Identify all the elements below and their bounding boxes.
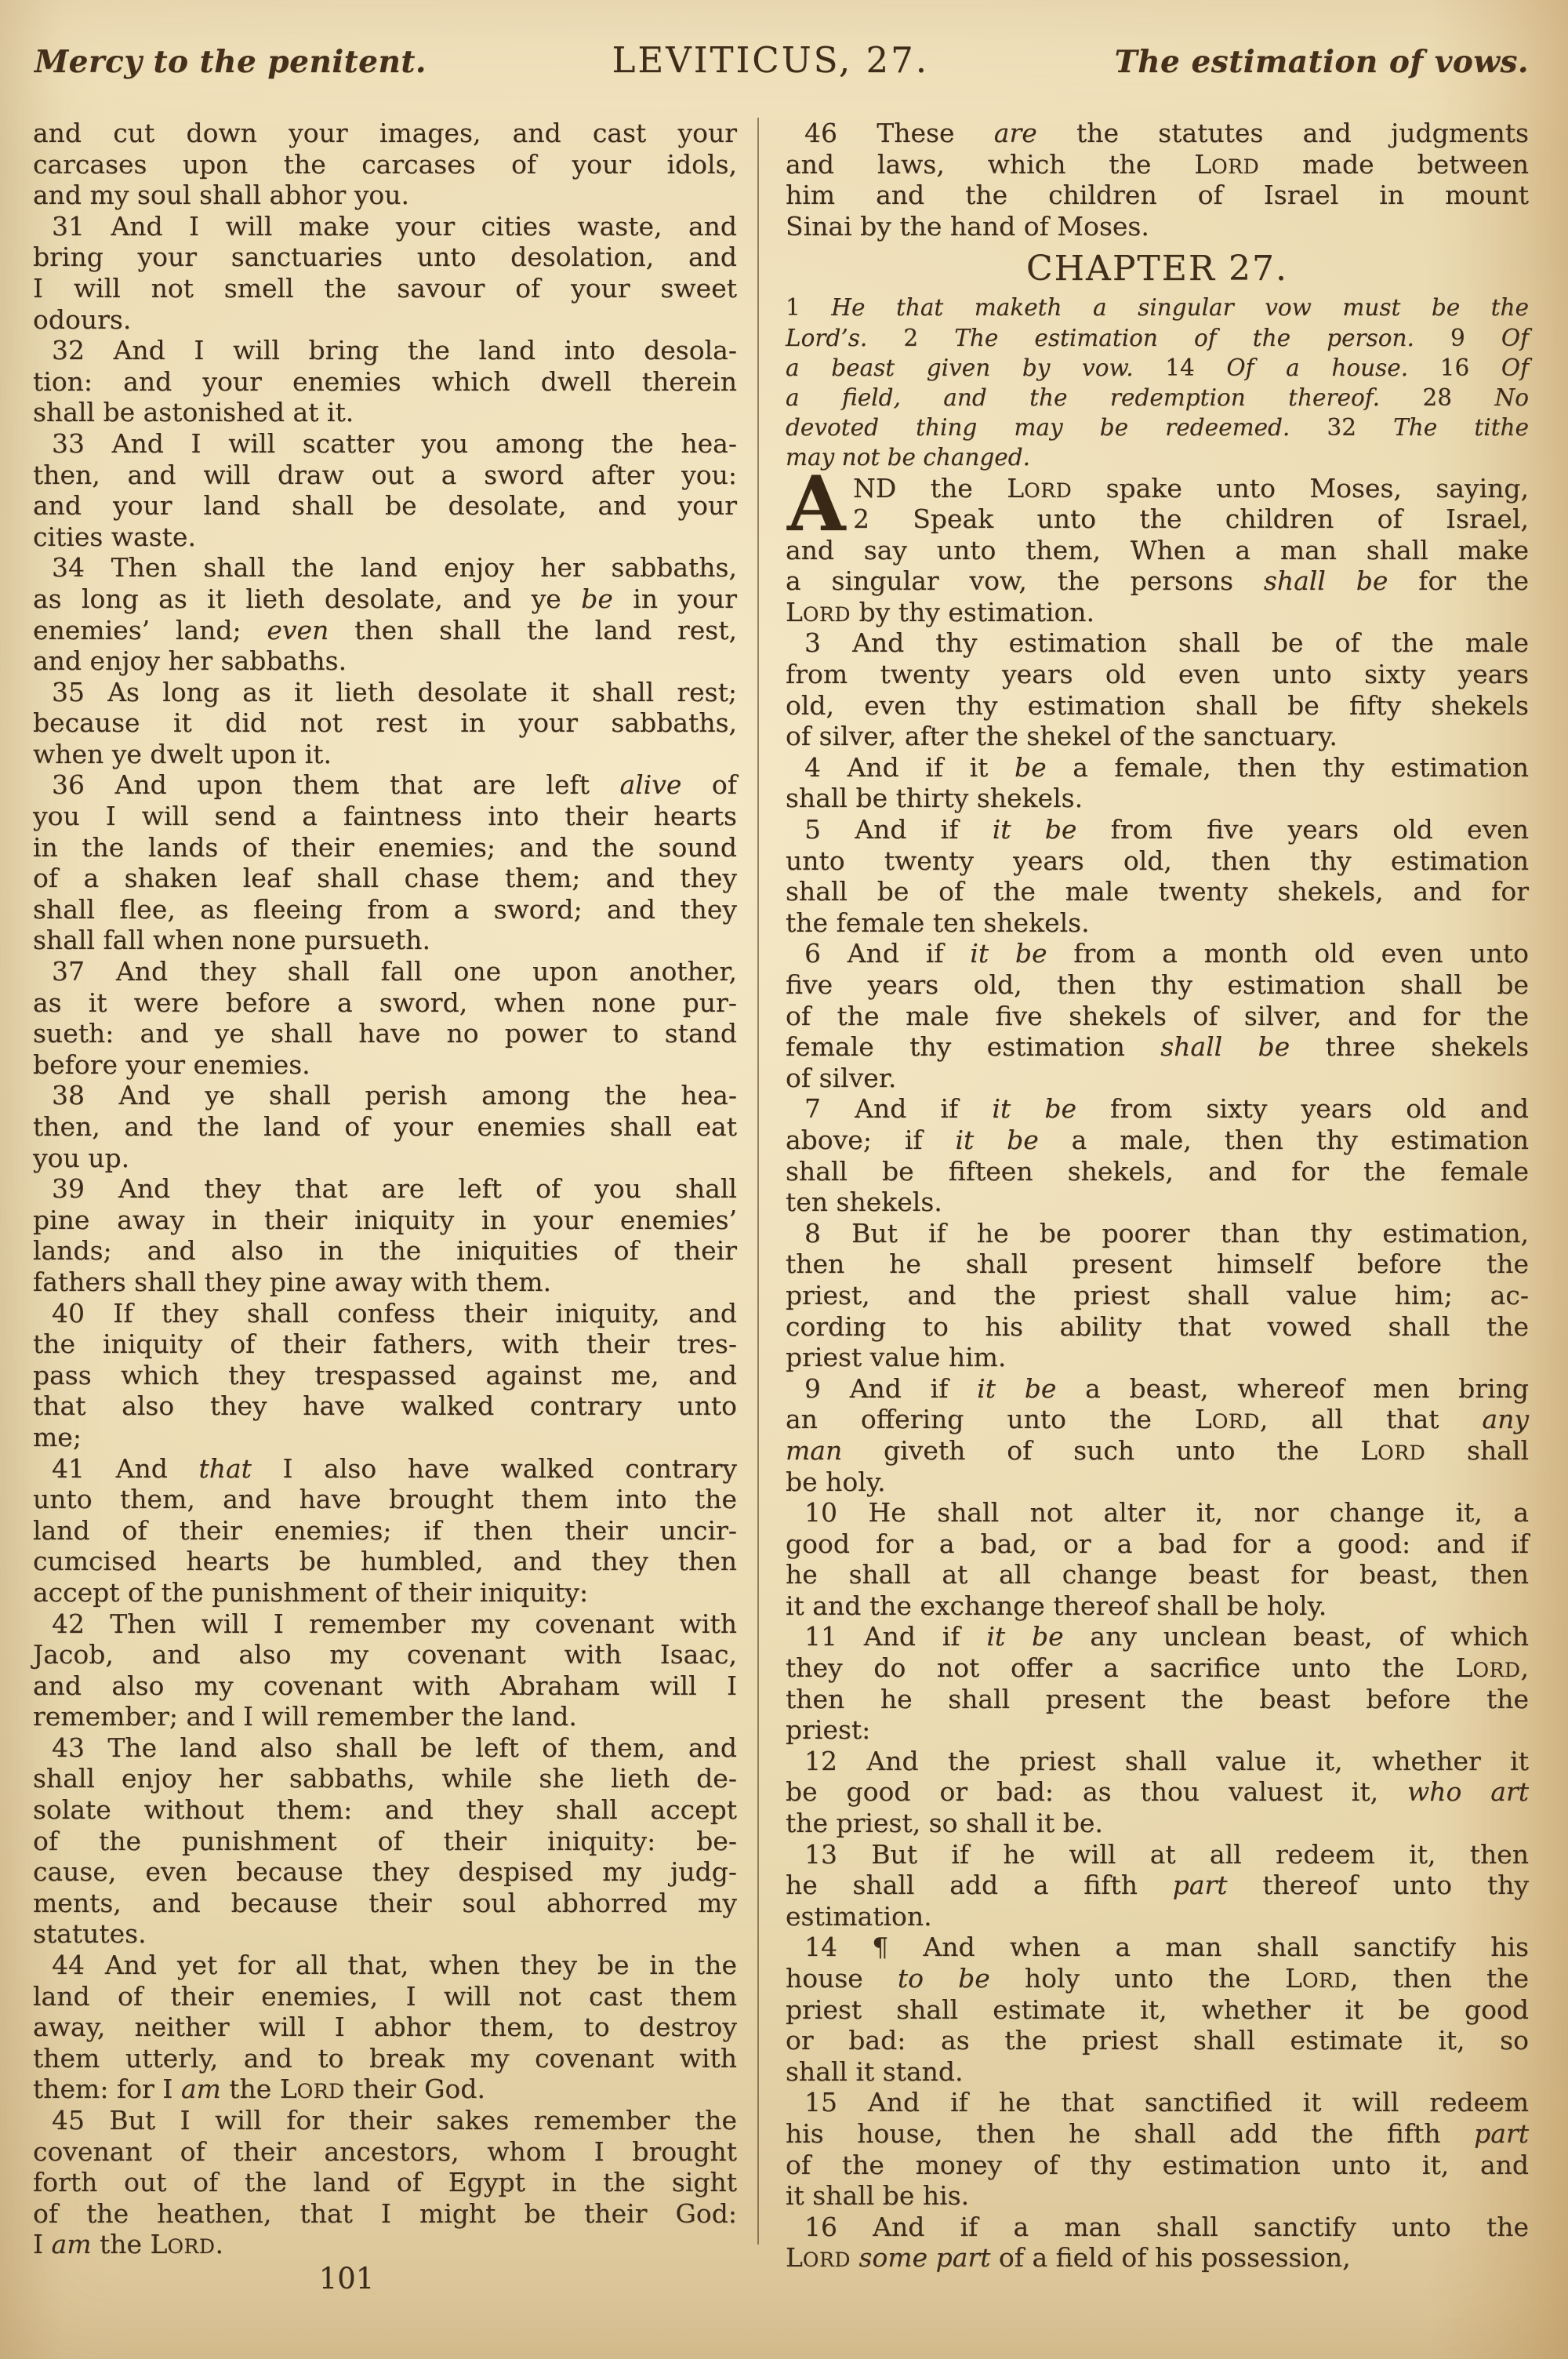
text-line: Jacob, and also my covenant with Isaac, bbox=[33, 1639, 737, 1670]
text-line: shall be thirty shekels. bbox=[786, 783, 1083, 814]
text-line: 40 If they shall confess their iniquity, and bbox=[52, 1297, 737, 1329]
text-line: a field, and the redemption thereof. 28 No bbox=[786, 383, 1529, 411]
text-line: 15 And if he that sanctified it will redeem bbox=[804, 2087, 1529, 2118]
chapter-summary bbox=[786, 293, 1529, 472]
text-line: 7 And if it be from sixty years old and bbox=[804, 1093, 1529, 1125]
text-line: 44 And yet for all that, when they be in the bbox=[52, 1950, 737, 1981]
small-caps-lord: ORD bbox=[802, 2248, 851, 2272]
small-caps-lord: ORD bbox=[167, 2235, 216, 2259]
text-line: and my soul shall abhor you. bbox=[33, 180, 409, 211]
text-line: the priest, so shall it be. bbox=[786, 1808, 1103, 1839]
text-line: shall enjoy her sabbaths, while she lieth de- bbox=[33, 1763, 737, 1794]
text-line: fathers shall they pine away with them. bbox=[33, 1266, 552, 1297]
text-line: priest shall estimate it, whether it be good bbox=[786, 1994, 1529, 2025]
text-line: man giveth of such unto the LORD shall bbox=[786, 1434, 1529, 1466]
text-line: 31 And I will make your cities waste, and bbox=[52, 210, 737, 242]
text-line: 5 And if it be from five years old even bbox=[804, 814, 1529, 845]
text-line: ments, and because their soul abhorred my bbox=[33, 1887, 737, 1918]
text-line: 36 And upon them that are left alive of bbox=[52, 769, 737, 801]
chapter-heading: CHAPTER 27. bbox=[1026, 249, 1288, 289]
text-line: I will not smell the savour of your sweet bbox=[33, 272, 737, 304]
text-line: he shall at all change beast for beast, then bbox=[786, 1559, 1529, 1590]
text-line: Lord’s. 2 The estimation of the person. 9 Of bbox=[786, 324, 1529, 351]
text-line: then he shall present the beast before the bbox=[786, 1683, 1529, 1714]
text-line: away, neither will I abhor them, to destroy bbox=[33, 2012, 737, 2043]
text-line: lands; and also in the iniquities of their bbox=[33, 1235, 737, 1267]
text-line: then, and will draw out a sword after you: bbox=[33, 459, 737, 490]
text-line: 4 And if it be a female, then thy estimation bbox=[804, 751, 1530, 783]
text-line: the female ten shekels. bbox=[786, 907, 1090, 938]
text-line: 34 Then shall the land enjoy her sabbaths, bbox=[52, 552, 737, 583]
text-line: and laws, which the LORD made between bbox=[786, 148, 1529, 180]
chapter-body bbox=[786, 459, 1530, 2274]
text-line: an offering unto the LORD, all that any bbox=[786, 1404, 1529, 1435]
text-line: covenant of their ancestors, whom I brought bbox=[33, 2135, 737, 2167]
small-caps-lord: ORD bbox=[802, 602, 851, 626]
page-number: 101 bbox=[318, 2262, 375, 2295]
text-line: before your enemies. bbox=[33, 1049, 310, 1080]
text-line: 16 And if a man shall sanctify unto the bbox=[804, 2211, 1529, 2242]
text-line: then he shall present himself before the bbox=[786, 1249, 1529, 1280]
text-line: a beast given by vow. 14 Of a house. 16 Of bbox=[786, 354, 1529, 381]
text-line: you up. bbox=[33, 1142, 130, 1173]
text-line: Sinai by the hand of Moses. bbox=[786, 210, 1149, 242]
text-line: 13 But if he will at all redeem it, then bbox=[804, 1838, 1529, 1870]
text-line: of silver. bbox=[786, 1062, 897, 1093]
text-line: cities waste. bbox=[33, 521, 196, 552]
text-line: because it did not rest in your sabbaths, bbox=[33, 707, 737, 739]
text-line: five years old, then thy estimation shall be bbox=[786, 969, 1529, 1000]
right-column bbox=[786, 118, 1529, 2274]
text-line: when ye dwelt upon it. bbox=[33, 738, 332, 769]
text-line: and say unto them, When a man shall make bbox=[786, 534, 1529, 565]
text-line: them utterly, and to break my covenant with bbox=[33, 2042, 737, 2074]
text-line: 35 As long as it lieth desolate it shall rest; bbox=[52, 676, 737, 707]
text-line: unto them, and have brought them into the bbox=[33, 1484, 737, 1515]
text-line: 10 He shall not alter it, nor change it, a bbox=[804, 1497, 1529, 1528]
text-line: or bad: as the priest shall estimate it, so bbox=[786, 2025, 1529, 2056]
text-line: and your land shall be desolate, and your bbox=[33, 490, 737, 522]
text-line: shall be fifteen shekels, and for the female bbox=[786, 1155, 1529, 1187]
running-head-left: Mercy to the penitent. bbox=[34, 44, 426, 80]
text-line: good for a bad, or a bad for a good: and if bbox=[786, 1528, 1529, 1559]
text-line: of a shaken leaf shall chase them; and they bbox=[33, 863, 737, 894]
text-line: from twenty years old even unto sixty years bbox=[786, 659, 1529, 690]
text-line: they do not offer a sacrifice unto the LORD, bbox=[786, 1652, 1529, 1684]
text-line: solate without them: and they shall accept bbox=[33, 1794, 737, 1826]
text-line: it shall be his. bbox=[786, 2180, 970, 2212]
text-line: 37 And they shall fall one upon another, bbox=[52, 956, 737, 987]
text-line: 9 And if it be a beast, whereof men bring bbox=[804, 1372, 1529, 1404]
text-line: 14 ¶ And when a man shall sanctify his bbox=[804, 1932, 1529, 1963]
text-line: 32 And I will bring the land into desola- bbox=[52, 335, 737, 366]
text-line: odours. bbox=[33, 304, 132, 335]
text-line: then, and the land of your enemies shall eat bbox=[33, 1111, 737, 1142]
text-line: it and the exchange thereof shall be holy. bbox=[786, 1590, 1327, 1621]
small-caps-lord: ORD bbox=[1024, 478, 1073, 502]
text-line: enemies’ land; even then shall the land rest, bbox=[33, 614, 737, 645]
text-line: me; bbox=[33, 1421, 82, 1452]
text-line: estimation. bbox=[786, 1900, 932, 1932]
text-line: 3 And thy estimation shall be of the male bbox=[804, 627, 1529, 659]
text-line: them: for I am the LORD their God. bbox=[33, 2074, 485, 2105]
text-line: shall be of the male twenty shekels, and for bbox=[786, 876, 1529, 907]
text-line: of the male five shekels of silver, and for the bbox=[786, 1000, 1529, 1031]
text-line: 2 Speak unto the children of Israel, bbox=[853, 503, 1529, 535]
text-line: 42 Then will I remember my covenant with bbox=[52, 1608, 737, 1639]
small-caps-lord: ORD bbox=[1377, 1441, 1426, 1464]
text-line: shall be astonished at it. bbox=[33, 397, 354, 428]
text-line: house to be holy unto the LORD, then the bbox=[786, 1963, 1529, 1994]
small-caps-lord: ORD bbox=[1301, 1969, 1351, 1992]
text-line: LORD by thy estimation. bbox=[786, 596, 1095, 627]
text-line: tion: and your enemies which dwell therein bbox=[33, 365, 737, 397]
text-line: 43 The land also shall be left of them, and bbox=[52, 1732, 737, 1763]
text-line: 45 But I will for their sakes remember the bbox=[52, 2105, 737, 2135]
text-line: I am the LORD. bbox=[33, 2229, 223, 2260]
text-line: and cut down your images, and cast your bbox=[33, 118, 737, 148]
text-line: his house, then he shall add the fifth part bbox=[786, 2117, 1529, 2149]
text-line: unto twenty years old, then thy estimation bbox=[786, 845, 1529, 876]
text-line: 11 And if it be any unclean beast, of which bbox=[804, 1621, 1529, 1652]
text-line: 41 And that I also have walked contrary bbox=[52, 1452, 737, 1484]
text-line: pine away in their iniquity in your enemies’ bbox=[33, 1204, 737, 1235]
text-line: 8 But if he be poorer than thy estimation, bbox=[804, 1217, 1529, 1249]
text-line: of silver, after the shekel of the sanctuary. bbox=[786, 721, 1338, 752]
text-line: cumcised hearts be humbled, and they then bbox=[33, 1546, 737, 1577]
text-line: accept of the punishment of their iniquity: bbox=[33, 1576, 589, 1608]
text-line: ten shekels. bbox=[786, 1187, 942, 1218]
text-line: 12 And the priest shall value it, whether it bbox=[804, 1745, 1529, 1776]
small-caps-lord: ORD bbox=[296, 2080, 345, 2103]
text-line: priest value him. bbox=[786, 1342, 1007, 1373]
text-line: above; if it be a male, then thy estimation bbox=[786, 1124, 1529, 1155]
text-line: 6 And if it be from a month old even unto bbox=[804, 938, 1529, 969]
text-line: of the punishment of their iniquity: be- bbox=[33, 1825, 737, 1856]
book-chapter-title: LEVITICUS, 27. bbox=[612, 39, 930, 81]
text-line: forth out of the land of Egypt in the sight bbox=[33, 2167, 737, 2198]
text-line: shall flee, as fleeing from a sword; and they bbox=[33, 893, 737, 925]
text-line: LORD some part of a field of his possession, bbox=[786, 2242, 1351, 2274]
small-caps-lord: ORD bbox=[1211, 154, 1260, 178]
text-line: cording to his ability that vowed shall the bbox=[786, 1310, 1529, 1342]
text-line: a singular vow, the persons shall be for the bbox=[786, 565, 1529, 597]
text-line: cause, even because they despised my judg- bbox=[33, 1856, 737, 1888]
text-line: devoted thing may be redeemed. 32 The tithe bbox=[786, 414, 1529, 442]
text-line: old, even thy estimation shall be fifty shekels bbox=[786, 689, 1529, 721]
text-line: may not be changed. bbox=[786, 444, 1031, 471]
text-line: priest, and the priest shall value him; ac- bbox=[786, 1279, 1529, 1310]
text-line: 38 And ye shall perish among the hea- bbox=[52, 1080, 737, 1111]
left-column bbox=[33, 118, 737, 2260]
text-line: pass which they trespassed against me, and bbox=[33, 1359, 737, 1390]
text-line: that also they have walked contrary unto bbox=[33, 1390, 737, 1422]
text-line: and enjoy her sabbaths. bbox=[33, 645, 347, 677]
text-line: of the money of thy estimation unto it, and bbox=[786, 2149, 1529, 2180]
text-line: female thy estimation shall be three shekels bbox=[786, 1031, 1529, 1063]
text-line: 33 And I will scatter you among the hea- bbox=[52, 427, 737, 459]
text-line: the iniquity of their fathers, with their tres- bbox=[33, 1329, 737, 1360]
text-line: remember; and I will remember the land. bbox=[33, 1701, 577, 1732]
verse-46-block bbox=[786, 118, 1529, 242]
text-line: ND the LORD spake unto Moses, saying, bbox=[853, 472, 1529, 503]
text-line: and also my covenant with Abraham will I bbox=[33, 1670, 737, 1701]
small-caps-lord: ORD bbox=[1211, 1410, 1260, 1434]
text-line: be good or bad: as thou valuest it, who art bbox=[786, 1776, 1529, 1808]
text-line: 46 These are the statutes and judgments bbox=[804, 118, 1529, 148]
text-line: priest: bbox=[786, 1714, 871, 1746]
text-line: statutes. bbox=[33, 1918, 147, 1950]
text-line: bring your sanctuaries unto desolation, and bbox=[33, 242, 737, 273]
text-line: you I will send a faintness into their hearts bbox=[33, 801, 737, 832]
text-line: as it were before a sword, when none pur- bbox=[33, 987, 737, 1018]
text-line: be holy. bbox=[786, 1466, 886, 1497]
text-line: as long as it lieth desolate, and ye be in your bbox=[33, 583, 737, 614]
text-line: land of their enemies; if then their uncir- bbox=[33, 1514, 737, 1546]
text-line: of the heathen, that I might be their God: bbox=[33, 2197, 737, 2229]
text-line: 1 He that maketh a singular vow must be the bbox=[786, 294, 1529, 322]
small-caps-lord: ORD bbox=[1472, 1659, 1521, 1682]
text-line: shall fall when none pursueth. bbox=[33, 925, 430, 956]
column-divider-rule bbox=[757, 118, 759, 2245]
text-line: in the lands of their enemies; and the sound bbox=[33, 831, 737, 863]
text-line: he shall add a fifth part thereof unto thy bbox=[786, 1870, 1529, 1901]
text-line: 39 And they that are left of you shall bbox=[52, 1173, 737, 1205]
drop-cap-letter: A bbox=[787, 459, 846, 548]
text-line: land of their enemies, I will not cast them bbox=[33, 1980, 737, 2012]
text-line: him and the children of Israel in mount bbox=[786, 180, 1529, 211]
text-line: carcases upon the carcases of your idols, bbox=[33, 148, 737, 180]
text-line: shall it stand. bbox=[786, 2055, 964, 2087]
text-line: sueth: and ye shall have no power to stand bbox=[33, 1018, 737, 1049]
running-head bbox=[34, 39, 1529, 81]
running-head-right: The estimation of vows. bbox=[1114, 44, 1529, 80]
